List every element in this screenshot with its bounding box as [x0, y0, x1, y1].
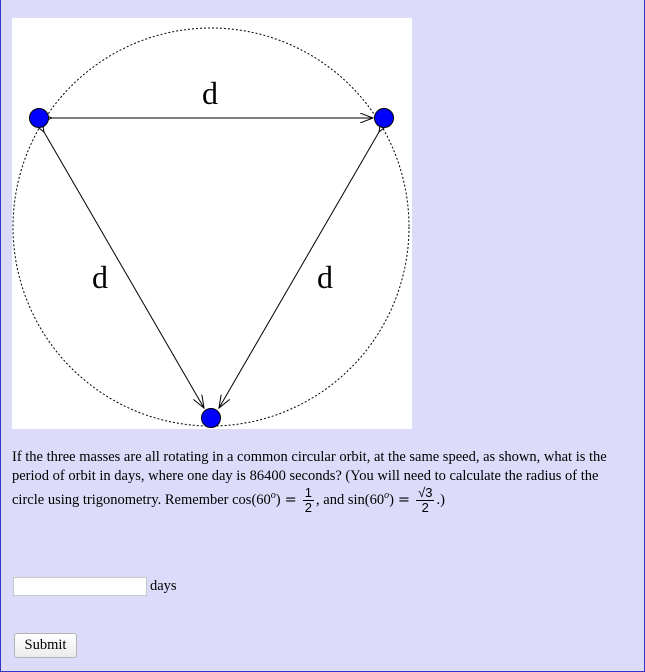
- question-end: .): [436, 491, 445, 508]
- right-arrow: [219, 132, 379, 408]
- question-main: If the three masses are all rotating in a common circular orbit, at the same speed, as shown, what is the period of orbit in days, where one day is 86400 seconds? (You will need to calculate the radius of the circle using trigonometry. Remember cos(60: [12, 449, 607, 508]
- cos-denominator: 2: [304, 500, 313, 515]
- cos-numerator: 1: [304, 485, 313, 500]
- question-and: , and sin(60: [316, 491, 385, 508]
- label-top-d: d: [202, 75, 218, 111]
- cos-fraction: [303, 486, 314, 515]
- sin-denominator: 2: [421, 500, 429, 515]
- left-arrow: [44, 132, 204, 408]
- degree-mark: o: [270, 490, 276, 501]
- degree-mark-2: o: [384, 490, 390, 501]
- answer-input[interactable]: [13, 577, 147, 596]
- label-right-d: d: [317, 259, 333, 295]
- label-left-d: d: [92, 259, 108, 295]
- question-paren-2: ): [389, 491, 394, 508]
- equals-sign: =: [284, 491, 297, 508]
- mass-top-left: [30, 109, 49, 128]
- three-mass-orbit-diagram: [12, 18, 412, 429]
- mass-bottom: [202, 409, 221, 428]
- sin-numerator: √3: [418, 485, 433, 500]
- equals-sign-2: =: [397, 491, 411, 508]
- unit-label: days: [150, 578, 177, 594]
- question-text: [12, 448, 624, 515]
- submit-button[interactable]: Submit: [14, 633, 77, 658]
- question-paren: ): [275, 491, 281, 508]
- mass-top-right: [375, 109, 394, 128]
- sin-fraction: [416, 486, 434, 515]
